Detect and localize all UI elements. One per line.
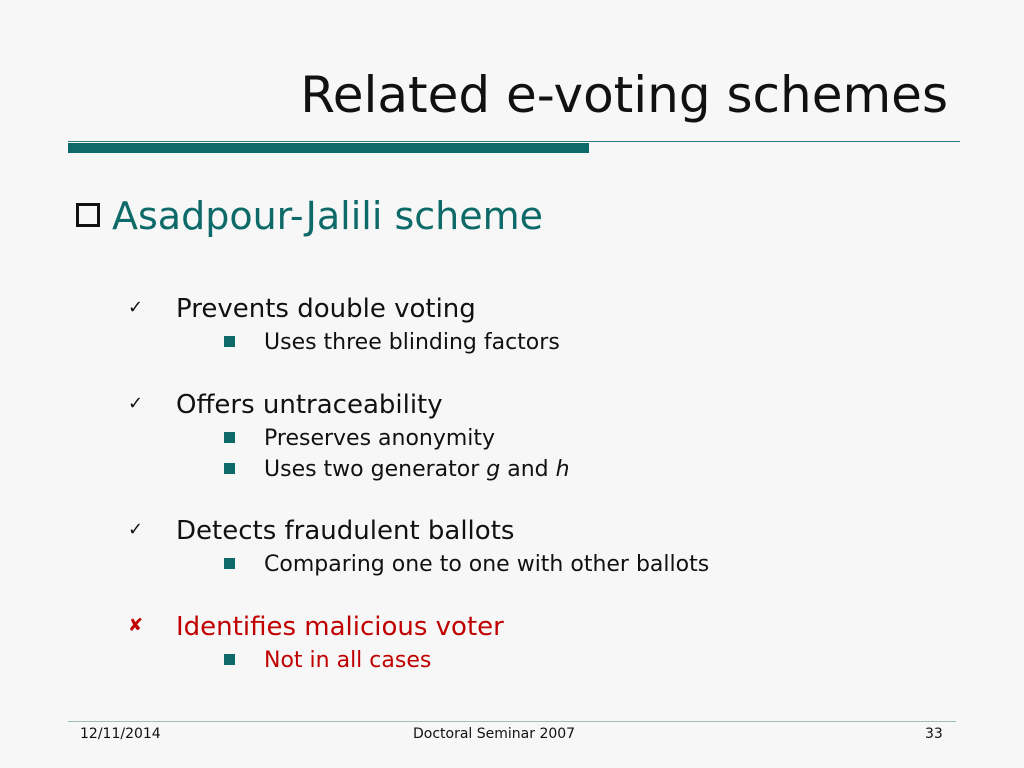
title-rule-thin xyxy=(68,141,960,142)
sub-list-item xyxy=(224,457,570,482)
footer-date: 12/11/2014 xyxy=(80,726,161,742)
slide-title: Related e-voting schemes xyxy=(300,66,948,124)
sub-list-item xyxy=(224,426,495,451)
subitem-text-and: and xyxy=(500,457,556,482)
cross-icon: ✘ xyxy=(128,615,144,636)
item-text: Identifies malicious voter xyxy=(176,612,504,642)
item-text: Prevents double voting xyxy=(176,294,476,324)
checkmark-icon: ✓ xyxy=(128,393,144,414)
subitem-text: Uses three blinding factors xyxy=(264,330,560,355)
sub-list-item xyxy=(224,330,560,355)
filled-square-bullet-icon xyxy=(224,336,235,347)
list-item xyxy=(128,612,504,642)
subitem-text-prefix: Uses two generator xyxy=(264,457,487,482)
footer-rule xyxy=(68,721,956,722)
item-text: Offers untraceability xyxy=(176,390,443,420)
sub-list-item xyxy=(224,648,431,673)
list-item xyxy=(128,294,476,324)
filled-square-bullet-icon xyxy=(224,463,235,474)
filled-square-bullet-icon xyxy=(224,432,235,443)
subitem-var-g: g xyxy=(486,457,501,482)
filled-square-bullet-icon xyxy=(224,654,235,665)
title-rule-thick xyxy=(68,143,589,153)
item-text: Detects fraudulent ballots xyxy=(176,516,515,546)
checkmark-icon: ✓ xyxy=(128,297,144,318)
hollow-square-bullet-icon xyxy=(76,203,100,227)
subitem-text: Not in all cases xyxy=(264,648,432,673)
checkmark-icon: ✓ xyxy=(128,519,144,540)
filled-square-bullet-icon xyxy=(224,558,235,569)
sub-list-item xyxy=(224,552,709,577)
page-number: 33 xyxy=(925,726,943,742)
footer-center: Doctoral Seminar 2007 xyxy=(413,726,576,742)
list-item xyxy=(128,390,443,420)
subitem-text: Comparing one to one with other ballots xyxy=(264,552,710,577)
level1-text: Asadpour-Jalili scheme xyxy=(112,194,544,238)
subitem-var-h: h xyxy=(555,457,570,482)
list-item xyxy=(128,516,514,546)
level1-bullet xyxy=(76,194,543,238)
subitem-text: Preserves anonymity xyxy=(264,426,496,451)
